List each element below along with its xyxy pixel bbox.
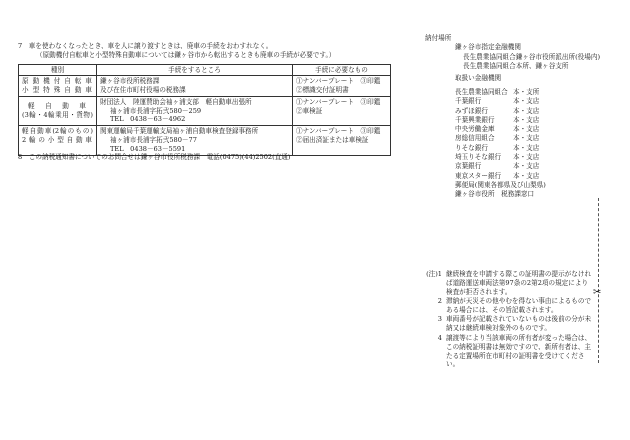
list-item [455, 116, 573, 125]
note-8-inquiry: 8 この納税通知書についてのお問合せは鎌ヶ谷市役所税務課 電話(0475)(44)2502(直通) [18, 153, 291, 161]
row-items [293, 126, 391, 156]
list-item [455, 88, 573, 97]
designated-item: 長生農業協同組合本所、鎌ヶ谷支所 [463, 62, 569, 70]
procedure-table [18, 64, 391, 156]
header-type: 種別 [19, 65, 97, 76]
footnote-number: 2 [437, 297, 442, 306]
bank-list [455, 88, 573, 200]
list-item [455, 134, 573, 143]
bank-name: 千葉銀行 [455, 97, 482, 106]
bank-name: 中央労働金庫 [455, 125, 495, 134]
row-place [97, 96, 293, 126]
bank-name: 京葉銀行 [455, 162, 482, 171]
bank-name: 房総信用組合 [455, 134, 495, 143]
bank-branch: 本・支所 [513, 88, 540, 96]
place-line: 及び在住市町村役場の税務課 [100, 85, 186, 94]
place-line: 袖ヶ浦市長浦字拓弐580－77 [110, 136, 197, 145]
bank-name: 長生農業協同組合 [455, 88, 508, 96]
type-line: (3輪・4輪乗用・貨物) [22, 111, 93, 119]
list-item [455, 107, 573, 116]
footnote-item [420, 270, 592, 297]
list-item [455, 162, 573, 171]
bank-branch: 本・支店 [513, 134, 540, 143]
city-hall-window: 鎌ヶ谷市役所 税務課窓口 [455, 190, 535, 199]
footnote-text: 譲渡等により当該車両の所有者が変った場合は、この納税証明書は無効ですので、新所有者は、主たる定置場所在市町村の証明書を受けてください。 [446, 333, 592, 369]
header-items: 手続に必要なもの [293, 65, 391, 76]
row-type [19, 126, 97, 156]
place-line: 鎌ヶ谷市役所税務課 [100, 76, 160, 85]
list-item [455, 172, 573, 181]
bank-branch: 本・支店 [513, 115, 540, 124]
place-line: TEL 0438－63－4962 [110, 115, 186, 124]
table-row [19, 75, 391, 96]
place-line: 袖ヶ浦市長浦字拓弐580－259 [110, 106, 202, 115]
type-line: 原動機付自転車 [22, 76, 93, 85]
bank-branch: 本・支店 [513, 171, 540, 180]
bank-branch: 本・支店 [513, 106, 540, 115]
designated-item: 長生農業協同組合鎌ヶ谷市役所派出所(役場内) [463, 53, 601, 61]
table-row [19, 96, 391, 126]
item-line: ②届出済証または車検証 [296, 136, 369, 145]
bank-name: みずほ銀行 [455, 106, 488, 115]
bank-name: 埼玉りそな銀行 [455, 153, 502, 162]
bank-name: 東京スター銀行 [455, 171, 502, 180]
note-7-sub: （原動機付自転車と小型特殊自動車については鎌ヶ谷市から転出するときも廃車の手続が必要です。） [36, 51, 336, 59]
list-item [455, 97, 573, 106]
row-type [19, 75, 97, 96]
bank-name: 千葉興業銀行 [455, 115, 495, 124]
row-type [19, 96, 97, 126]
footnote-text: 車両番号が記載されていないものは後前の分が未納又は継続車検対象外のものです。 [446, 315, 592, 333]
bank-branch: 本・支店 [513, 153, 540, 162]
bank-branch: 本・支店 [513, 143, 540, 152]
footnote-text: 継続検査を申請する際この証明書の提示がなければ道路運送車両法第97条の2第2項の規定により検査が拒否されます。 [446, 270, 592, 296]
list-item [455, 190, 573, 199]
table-header-row [19, 65, 391, 76]
row-place [97, 75, 293, 96]
post-office: 郵便局(関東各都県及び山梨県) [455, 180, 546, 189]
footnote-item [420, 334, 592, 370]
footnote-item [420, 297, 592, 315]
place-line: 財団法人 陸運賛助会袖ヶ浦支部 軽自動車出張所 [100, 97, 252, 106]
row-items [293, 75, 391, 96]
footnote-text: 滞納が天災その他やむを得ない事由によるものである場合には、その旨記載されます。 [446, 297, 592, 315]
header-place: 手続をするところ [97, 65, 293, 76]
table-row [19, 126, 391, 156]
list-item [455, 181, 573, 190]
item-line: ①ナンバープレート ③印鑑 [296, 127, 381, 136]
type-line: 軽自動車 [28, 102, 87, 111]
type-line: 小型特殊自動車 [22, 85, 93, 94]
bank-name: りそな銀行 [455, 143, 488, 152]
place-line: TEL 0438－63－5591 [110, 145, 186, 154]
footnote-number: 4 [437, 333, 442, 342]
note-7-main: 7 車を使わなくなったとき、車を人に譲り渡すときは、廃車の手続をおわすれなく。 [18, 42, 273, 50]
type-line: 2輪の小型自動車 [22, 136, 93, 145]
bank-branch: 本・支店 [513, 162, 540, 171]
place-line: 関東運輸局千葉運輸支局袖ヶ浦自動車検査登録事務所 [100, 127, 259, 136]
payment-place-title: 納付場所 [425, 34, 452, 42]
type-line: 軽自動車(2輪のもの) [22, 127, 93, 136]
item-line: ②車検証 [296, 106, 323, 115]
bank-branch: 本・支店 [513, 125, 540, 134]
handling-header: 取扱い金融機関 [455, 74, 502, 82]
cut-line [598, 198, 599, 363]
row-place [97, 126, 293, 156]
item-line: ②標識交付証明書 [296, 85, 349, 94]
row-items [293, 96, 391, 126]
list-item [455, 144, 573, 153]
footnote-number: 3 [437, 315, 442, 324]
footnote-number: (注)1 [426, 270, 442, 278]
item-line: ①ナンバープレート ③印鑑 [296, 76, 381, 85]
designated-header: 鎌ヶ谷市指定金融機関 [455, 43, 521, 51]
footnotes [420, 270, 592, 370]
bank-branch: 本・支店 [513, 97, 540, 106]
footnote-item [420, 315, 592, 333]
scissors-icon: ✂ [593, 287, 602, 298]
item-line: ①ナンバープレート ③印鑑 [296, 97, 381, 106]
list-item [455, 153, 573, 162]
